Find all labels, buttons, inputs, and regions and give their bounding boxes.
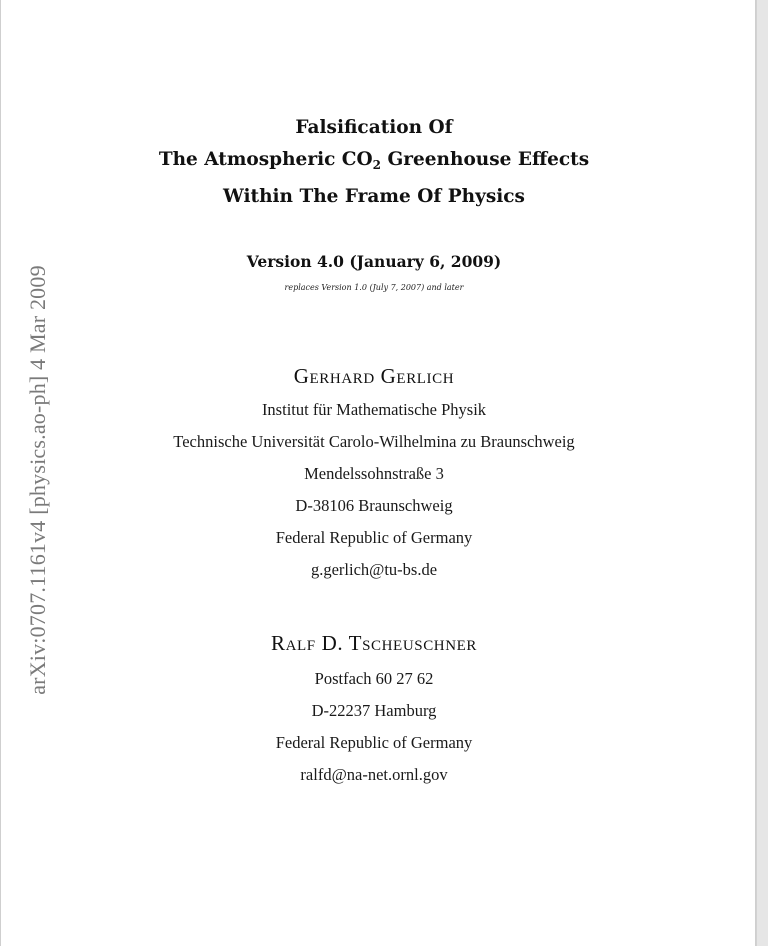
author-name-1: Gerhard Gerlich — [293, 364, 455, 388]
author-email-2: ralfd@na-net.ornl.gov — [300, 765, 448, 784]
arxiv-identifier-stamp: arXiv:0707.1161v4 [physics.ao-ph] 4 Mar 2009 — [25, 265, 50, 695]
author-affiliation-2 — [1, 663, 747, 791]
paper-title — [1, 112, 747, 213]
affiliation-line: D-38106 Braunschweig — [295, 496, 453, 515]
affiliation-line: Mendelssohnstraße 3 — [304, 464, 444, 483]
author-name-2: Ralf D. Tscheuschner — [270, 631, 478, 655]
title-line-2-post: Greenhouse Effects — [381, 149, 590, 170]
title-line-2-pre: The Atmospheric CO — [158, 149, 373, 170]
replaces-note: replaces Version 1.0 (July 7, 2007) and later — [284, 283, 464, 292]
affiliation-line: Federal Republic of Germany — [275, 528, 473, 547]
affiliation-line: D-22237 Hamburg — [311, 701, 437, 720]
affiliation-line: Federal Republic of Germany — [275, 733, 473, 752]
affiliation-line: Technische Universität Carolo-Wilhelmina zu Braunschweig — [173, 432, 575, 451]
title-line-2 — [1, 144, 747, 181]
title-line-3: Within The Frame Of Physics — [223, 186, 525, 207]
version-line: Version 4.0 (January 6, 2009) — [246, 252, 502, 271]
title-co2-subscript: 2 — [372, 158, 382, 172]
affiliation-line: Institut für Mathematische Physik — [261, 400, 487, 419]
affiliation-line: Postfach 60 27 62 — [314, 669, 434, 688]
title-line-1: Falsification Of — [295, 117, 453, 138]
author-affiliation-1 — [1, 394, 747, 586]
author-email-1: g.gerlich@tu-bs.de — [310, 560, 438, 579]
viewer-right-edge — [756, 0, 768, 946]
